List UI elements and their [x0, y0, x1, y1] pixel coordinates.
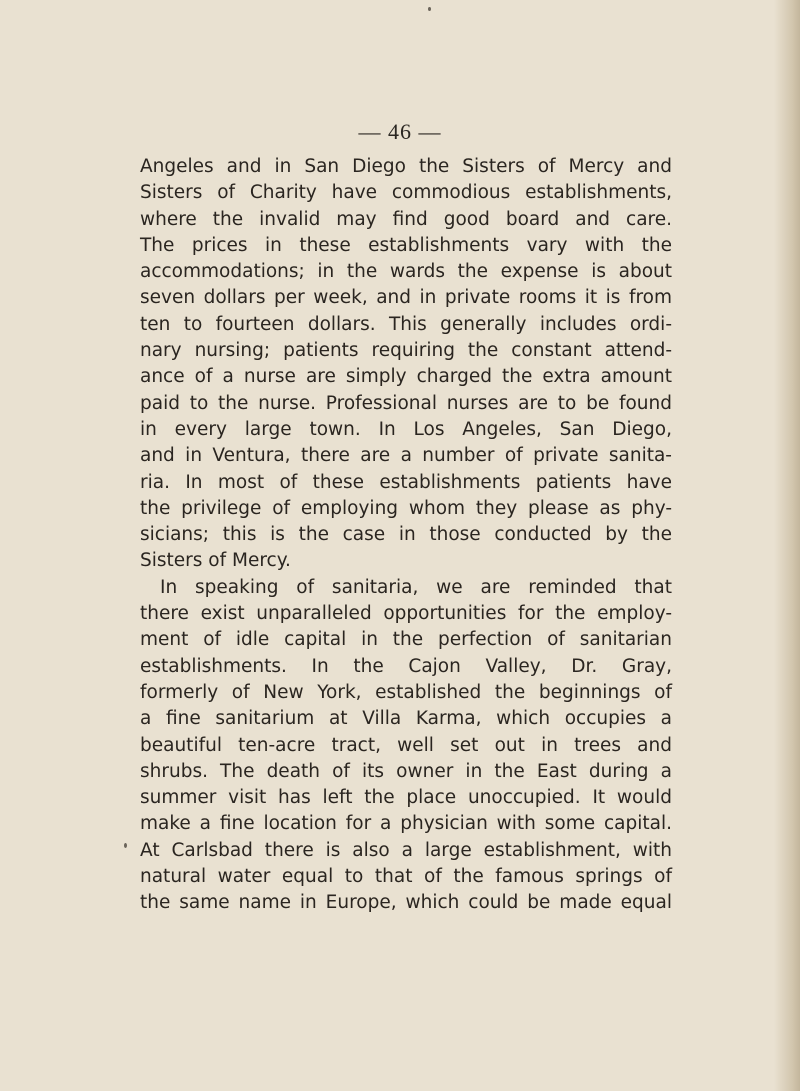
text-line: seven dollars per week, and in private rooms it is from: [140, 287, 672, 309]
text-line: beautiful ten-acre tract, well set out in trees and: [140, 734, 672, 756]
text-line: Angeles and in San Diego the Sisters of Mercy and: [140, 156, 672, 177]
text-line: At Carlsbad there is also a large establishment, with: [140, 839, 672, 861]
text-line: ten to fourteen dollars. This generally includes ordi-: [140, 313, 672, 335]
text-line: shrubs. The death of its owner in the East during a: [140, 760, 672, 782]
text-line: nary nursing; patients requiring the constant attend-: [140, 340, 672, 362]
text-line: the same name in Europe, which could be made equal: [140, 892, 672, 914]
text-line: sicians; this is the case in those conducted by the: [140, 524, 672, 546]
text-line: in every large town. In Los Angeles, San Diego,: [140, 418, 672, 440]
text-line: ria. In most of these establishments patients have: [140, 471, 672, 493]
text-line: accommodations; in the wards the expense is about: [140, 261, 672, 283]
text-line: a fine sanitarium at Villa Karma, which occupies a: [140, 708, 672, 730]
text-line: Sisters of Charity have commodious establishments,: [140, 182, 672, 204]
body-text: [140, 154, 672, 917]
text-line: there exist unparalleled opportunities for the employ-: [140, 603, 672, 625]
paper-speck: [428, 7, 431, 11]
text-line: ance of a nurse are simply charged the extra amount: [140, 366, 672, 388]
text-line: where the invalid may find good board and care.: [140, 208, 672, 230]
text-line: and in Ventura, there are a number of private sanita-: [140, 445, 672, 467]
page-edge-shadow: [774, 0, 800, 1091]
text-line: ment of idle capital in the perfection of sanitarian: [140, 629, 672, 651]
text-line: paid to the nurse. Professional nurses are to be found: [140, 392, 672, 414]
text-line: Sisters of Mercy.: [140, 550, 291, 572]
text-line: establishments. In the Cajon Valley, Dr. Gray,: [140, 655, 672, 677]
text-line: summer visit has left the place unoccupied. It would: [140, 787, 672, 809]
page-number: — 46 —: [358, 119, 442, 144]
text-line: In speaking of sanitaria, we are reminded that: [160, 576, 672, 598]
text-line: make a fine location for a physician with some capital.: [140, 813, 672, 835]
text-line: the privilege of employing whom they please as phy-: [140, 497, 672, 519]
text-line: natural water equal to that of the famous springs of: [140, 866, 672, 888]
text-line: formerly of New York, established the beginnings of: [140, 681, 672, 703]
paper-speck: [124, 843, 127, 848]
text-line: The prices in these establishments vary with the: [140, 234, 672, 256]
